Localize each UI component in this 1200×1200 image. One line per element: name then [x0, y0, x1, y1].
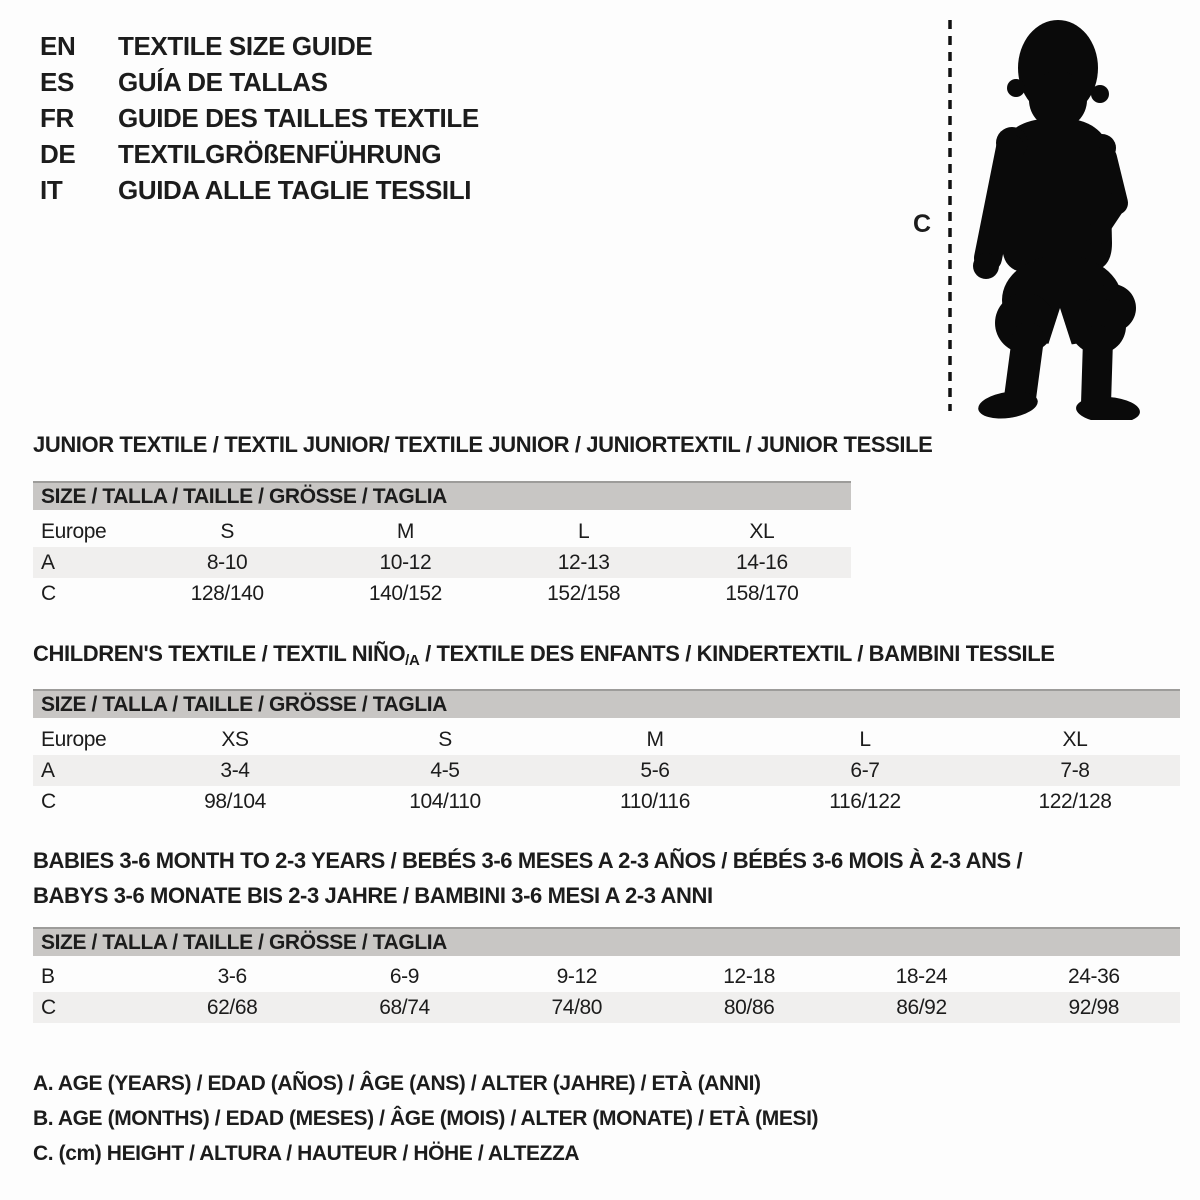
junior-size-header: SIZE / TALLA / TAILLE / GRÖSSE / TAGLIA: [33, 481, 851, 510]
size-cell: L: [577, 519, 590, 543]
age-cell: 18-24: [895, 964, 948, 988]
row-label: Europe: [41, 727, 107, 751]
row-label: Europe: [41, 519, 107, 543]
babies-section-title-line2: BABYS 3-6 MONATE BIS 2-3 JAHRE / BAMBINI 3-6 MESI A 2-3 ANNI: [33, 883, 713, 908]
legend-line-a: A. AGE (YEARS) / EDAD (AÑOS) / ÂGE (ANS) / ALTER (JAHRE) / ETÀ (ANNI): [33, 1071, 761, 1095]
height-cell: 110/116: [620, 789, 690, 813]
figure-block: [905, 5, 1165, 425]
children-section-title: [33, 641, 1055, 669]
legend-line-b: B. AGE (MONTHS) / EDAD (MESES) / ÂGE (MOIS) / ALTER (MONATE) / ETÀ (MESI): [33, 1106, 819, 1130]
table-row: [33, 961, 1180, 992]
table-row: [33, 578, 851, 609]
table-row: [33, 547, 851, 578]
language-code: IT: [40, 174, 63, 205]
language-title: GUÍA DE TALLAS: [118, 66, 328, 97]
height-cell: 92/98: [1068, 995, 1120, 1019]
age-cell: 3-6: [217, 964, 247, 988]
height-cell: 152/158: [547, 581, 621, 605]
age-cell: 12-18: [723, 964, 775, 988]
language-row-es: [40, 64, 479, 100]
babies-size-table: [33, 961, 1180, 1023]
table-row: [33, 992, 1180, 1023]
language-code: ES: [40, 66, 74, 97]
language-title: GUIDE DES TAILLES TEXTILE: [118, 102, 479, 133]
age-cell: 5-6: [640, 758, 670, 782]
height-cell: 86/92: [896, 995, 947, 1019]
height-cell: 62/68: [206, 995, 258, 1019]
language-code: EN: [40, 30, 76, 61]
language-row-en: [40, 28, 479, 64]
language-title: TEXTILE SIZE GUIDE: [118, 30, 373, 61]
age-cell: 9-12: [556, 964, 598, 988]
height-cell: 74/80: [551, 995, 603, 1019]
junior-section-title: JUNIOR TEXTILE / TEXTIL JUNIOR/ TEXTILE JUNIOR / JUNIORTEXTIL / JUNIOR TESSILE: [33, 432, 933, 457]
height-cell: 104/110: [409, 789, 481, 813]
age-cell: 24-36: [1067, 964, 1120, 988]
row-label: A: [41, 550, 55, 574]
babies-size-header: SIZE / TALLA / TAILLE / GRÖSSE / TAGLIA: [33, 927, 1180, 956]
age-cell: 6-7: [850, 758, 880, 782]
children-title-subscript: /A: [405, 652, 420, 669]
age-cell: 3-4: [220, 758, 250, 782]
language-title: GUIDA ALLE TAGLIE TESSILI: [118, 174, 472, 205]
row-label: C: [41, 995, 56, 1019]
size-cell: XL: [1062, 727, 1088, 751]
height-cell: 98/104: [204, 789, 266, 813]
age-cell: 6-9: [389, 964, 420, 988]
measure-legend: [33, 1066, 818, 1171]
row-label: C: [41, 581, 56, 605]
height-cell: 116/122: [829, 789, 901, 813]
row-label: B: [41, 964, 55, 988]
age-cell: 10-12: [379, 550, 432, 574]
language-code: DE: [40, 138, 76, 169]
size-cell: XL: [749, 519, 775, 543]
toddler-silhouette: [973, 20, 1141, 420]
children-size-header: SIZE / TALLA / TAILLE / GRÖSSE / TAGLIA: [33, 689, 1180, 718]
row-label: A: [41, 758, 55, 782]
table-row: [33, 755, 1180, 786]
height-cell: 140/152: [368, 581, 442, 605]
size-cell: S: [438, 727, 452, 751]
size-cell: M: [396, 519, 414, 543]
size-cell: S: [220, 519, 234, 543]
age-cell: 7-8: [1060, 758, 1090, 782]
age-cell: 8-10: [206, 550, 248, 574]
toddler-silhouette-icon: [940, 8, 1150, 420]
language-title: TEXTILGRÖßENFÜHRUNG: [118, 138, 442, 169]
table-row: [33, 786, 1180, 817]
table-row: [33, 516, 851, 547]
language-title-list: [40, 28, 479, 208]
children-title-suffix: / TEXTILE DES ENFANTS / KINDERTEXTIL / BAMBINI TESSILE: [419, 641, 1055, 666]
height-cell: 128/140: [190, 581, 264, 605]
height-measure-label: C: [913, 210, 931, 238]
age-cell: 12-13: [557, 550, 610, 574]
children-title-prefix: CHILDREN'S TEXTILE / TEXTIL NIÑO: [33, 641, 406, 666]
size-cell: M: [646, 727, 664, 751]
age-cell: 14-16: [736, 550, 788, 574]
table-row: [33, 724, 1180, 755]
babies-section-title-line1: BABIES 3-6 MONTH TO 2-3 YEARS / BEBÉS 3-6 MESES A 2-3 AÑOS / BÉBÉS 3-6 MOIS À 2-3 ANS /: [33, 848, 1023, 873]
language-code: FR: [40, 102, 74, 133]
height-cell: 122/128: [1038, 789, 1112, 813]
junior-size-table: [33, 516, 851, 609]
language-row-it: [40, 172, 479, 208]
height-cell: 80/86: [723, 995, 775, 1019]
height-cell: 68/74: [379, 995, 430, 1019]
size-cell: L: [859, 727, 871, 751]
row-label: C: [41, 789, 56, 813]
legend-line-c: C. (cm) HEIGHT / ALTURA / HAUTEUR / HÖHE / ALTEZZA: [33, 1141, 580, 1165]
age-cell: 4-5: [430, 758, 460, 782]
height-cell: 158/170: [725, 581, 799, 605]
language-row-fr: [40, 100, 479, 136]
size-cell: XS: [221, 727, 249, 751]
children-size-table: [33, 724, 1180, 817]
language-row-de: [40, 136, 479, 172]
